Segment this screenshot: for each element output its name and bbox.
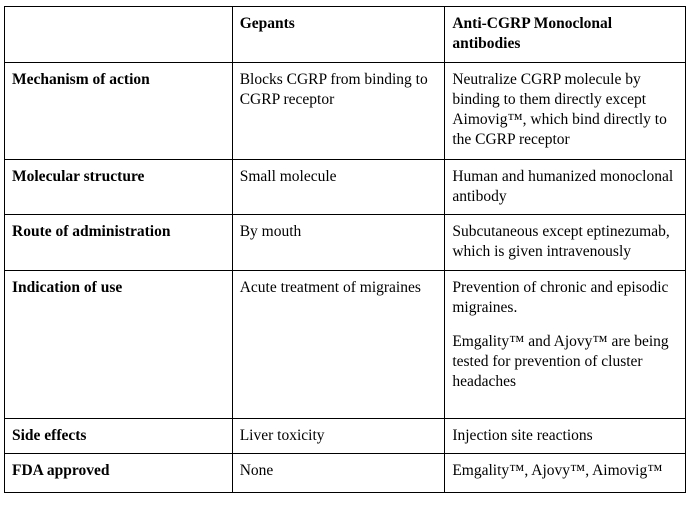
antibodies-cell <box>445 160 686 215</box>
cell-paragraph: Subcutaneous except eptinezumab, which is given intravenously <box>452 223 670 260</box>
cell-paragraph: Emgality™, Ajovy™, Aimovig™ <box>452 462 663 479</box>
row-label: Route of administration <box>5 215 233 271</box>
row-label: Mechanism of action <box>5 63 233 160</box>
row-label: Indication of use <box>5 271 233 419</box>
gepants-cell: Acute treatment of migraines <box>232 271 445 419</box>
gepants-cell: None <box>232 454 445 493</box>
row-label: FDA approved <box>5 454 233 493</box>
cell-paragraph: Neutralize CGRP molecule by binding to them directly except Aimovig™, which bind directly to the CGRP receptor <box>452 71 667 148</box>
gepants-cell: Blocks CGRP from binding to CGRP receptor <box>232 63 445 160</box>
antibodies-cell <box>445 215 686 271</box>
row-label: Side effects <box>5 419 233 454</box>
comparison-table <box>4 6 686 493</box>
header-gepants: Gepants <box>232 7 445 63</box>
antibodies-cell <box>445 271 686 419</box>
table-row <box>5 271 686 419</box>
table-row <box>5 419 686 454</box>
table-row <box>5 63 686 160</box>
cell-paragraph: Injection site reactions <box>452 427 593 444</box>
gepants-cell: By mouth <box>232 215 445 271</box>
cell-paragraph: Emgality™ and Ajovy™ are being tested for prevention of cluster headaches <box>452 333 669 390</box>
cell-paragraph: Human and humanized monoclonal antibody <box>452 168 674 205</box>
gepants-cell: Small molecule <box>232 160 445 215</box>
cell-paragraph: Prevention of chronic and episodic migraines. <box>452 279 669 316</box>
antibodies-cell <box>445 419 686 454</box>
table-row <box>5 454 686 493</box>
row-label: Molecular structure <box>5 160 233 215</box>
antibodies-cell <box>445 454 686 493</box>
table-row <box>5 160 686 215</box>
gepants-cell: Liver toxicity <box>232 419 445 454</box>
table-row <box>5 215 686 271</box>
header-empty-cell <box>5 7 233 63</box>
table-header-row <box>5 7 686 63</box>
header-antibodies: Anti-CGRP Monoclonal antibodies <box>445 7 686 63</box>
antibodies-cell <box>445 63 686 160</box>
